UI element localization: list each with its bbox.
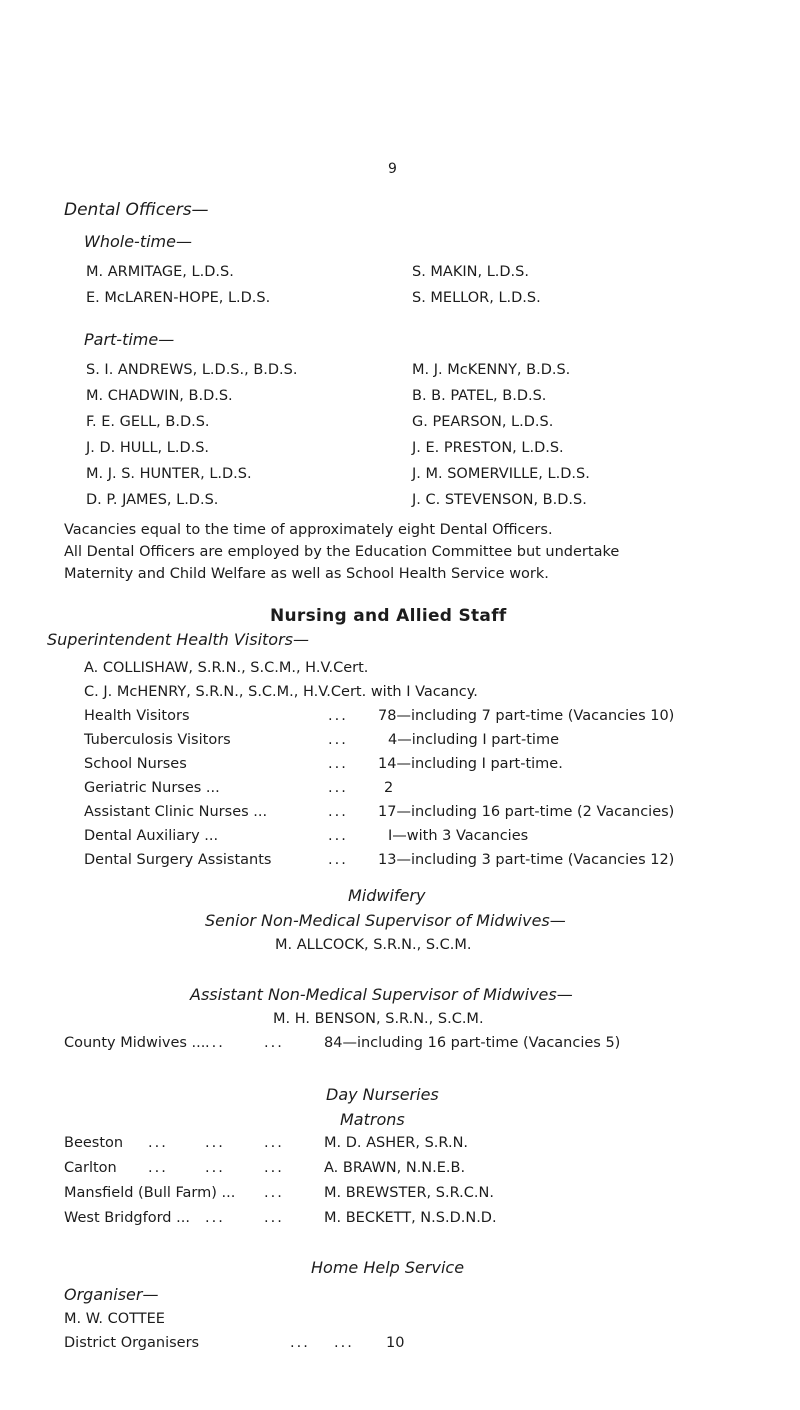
part-time-heading: Part-time— (84, 330, 175, 349)
senior-supervisor-heading: Senior Non-Medical Supervisor of Midwives— (205, 911, 566, 930)
list-item: J. D. HULL, L.D.S. J. E. PRESTON, L.D.S. (86, 440, 564, 456)
assistant-supervisor-name: M. H. BENSON, S.R.N., S.C.M. (273, 1011, 484, 1027)
list-item: M. ARMITAGE, L.D.S. S. MAKIN, L.D.S. (86, 264, 529, 280)
table-row: Dental Auxiliary ... ... I—with 3 Vacancies (84, 828, 529, 844)
table-row: Geriatric Nurses ... ... 2 (84, 780, 394, 796)
list-item: F. E. GELL, B.D.S. G. PEARSON, L.D.S. (86, 414, 554, 430)
organiser-name: M. W. COTTEE (64, 1311, 165, 1327)
table-row: School Nurses ... 14—including I part-time. (84, 756, 563, 772)
table-row: Health Visitors ... 78—including 7 part-time (Vacancies 10) (84, 708, 675, 724)
home-help-heading: Home Help Service (311, 1258, 465, 1277)
superintendent-name: C. J. McHENRY, S.R.N., S.C.M., H.V.Cert. with I Vacancy. (84, 684, 478, 700)
dental-employment-note-1: All Dental Officers are employed by the Education Committee but undertake (64, 544, 620, 560)
whole-time-heading: Whole-time— (84, 232, 192, 251)
superintendent-heading: Superintendent Health Visitors— (47, 630, 309, 649)
assistant-supervisor-heading: Assistant Non-Medical Supervisor of Midwives— (190, 985, 573, 1004)
page-number: 9 (388, 161, 397, 177)
table-row: Mansfield (Bull Farm) ... ... M. BREWSTER, S.R.C.N. (64, 1185, 494, 1201)
table-row: Dental Surgery Assistants ... 13—including 3 part-time (Vacancies 12) (84, 852, 675, 868)
list-item: M. CHADWIN, B.D.S. B. B. PATEL, B.D.S. (86, 388, 547, 404)
table-row: District Organisers ... ... 10 (64, 1335, 405, 1351)
senior-supervisor-name: M. ALLCOCK, S.R.N., S.C.M. (275, 937, 472, 953)
nursing-section-title: Nursing and Allied Staff (270, 606, 507, 626)
table-row: West Bridgford ... ... ... M. BECKETT, N.S.D.N.D. (64, 1210, 497, 1226)
dental-officers-heading: Dental Officers— (64, 200, 209, 220)
list-item: M. J. S. HUNTER, L.D.S. J. M. SOMERVILLE, L.D.S. (86, 466, 590, 482)
list-item: S. I. ANDREWS, L.D.S., B.D.S. M. J. McKENNY, B.D.S. (86, 362, 571, 378)
list-item: E. McLAREN-HOPE, L.D.S. S. MELLOR, L.D.S. (86, 290, 541, 306)
list-item: D. P. JAMES, L.D.S. J. C. STEVENSON, B.D.S. (86, 492, 587, 508)
table-row: County Midwives ... ... ... 84—including 16 part-time (Vacancies 5) (64, 1035, 621, 1051)
table-row: Assistant Clinic Nurses ... ... 17—including 16 part-time (2 Vacancies) (84, 804, 675, 820)
day-nurseries-heading: Day Nurseries (326, 1085, 439, 1104)
dental-vacancies-note: Vacancies equal to the time of approximately eight Dental Officers. (64, 522, 553, 538)
organiser-heading: Organiser— (64, 1285, 159, 1304)
dental-employment-note-2: Maternity and Child Welfare as well as School Health Service work. (64, 566, 549, 582)
table-row: Beeston ... ... ... M. D. ASHER, S.R.N. (64, 1135, 469, 1151)
matrons-heading: Matrons (340, 1110, 405, 1129)
table-row: Carlton ... ... ... A. BRAWN, N.N.E.B. (64, 1160, 466, 1176)
table-row: Tuberculosis Visitors ... 4—including I part-time (84, 732, 559, 748)
superintendent-name: A. COLLISHAW, S.R.N., S.C.M., H.V.Cert. (84, 660, 369, 676)
midwifery-heading: Midwifery (348, 886, 426, 905)
